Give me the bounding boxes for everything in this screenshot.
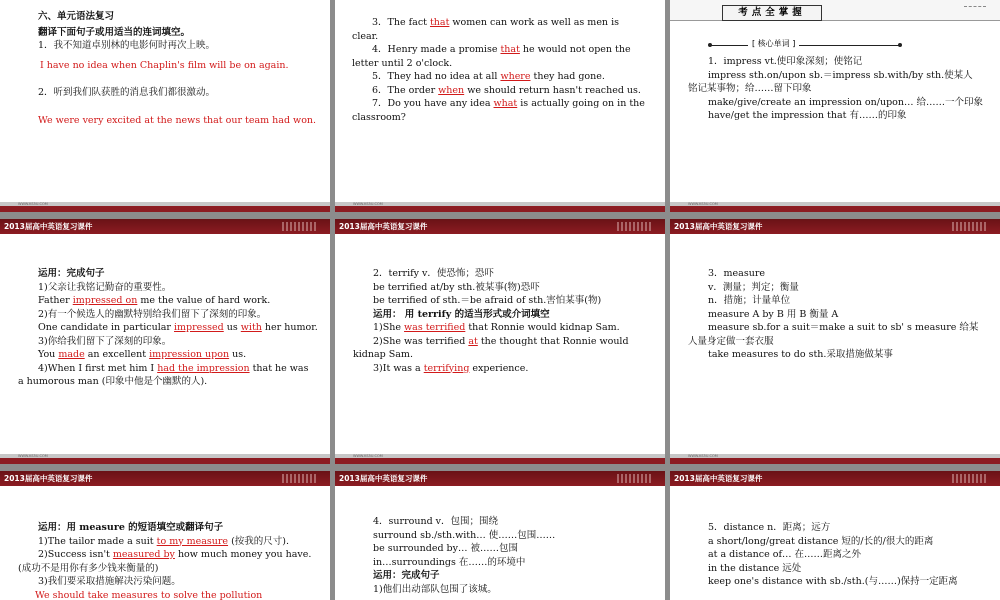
section-heading: 运用：完成句子 xyxy=(373,570,440,581)
entry-line: measure A by B 用 B 衡量 A xyxy=(708,308,839,320)
sentence: 3)我们要采取措施解决污染问题。 xyxy=(38,576,181,587)
slide-footer: WWW.KS5U.COM xyxy=(335,206,665,212)
entry-line: a short/long/great distance 短的/长的/很大的距离 xyxy=(708,535,934,547)
fill-blank: when xyxy=(438,84,465,96)
entry-line: at a distance of… 在……距离之外 xyxy=(708,549,861,560)
item-5: 5．They had no idea at all where they had gone. xyxy=(372,71,605,82)
entry-line: n．措施；计量单位 xyxy=(708,295,791,306)
sentence: 4)When I first met him I had the impression that he was a humorous man (印象中他是个幽默的人). xyxy=(18,362,309,387)
fill-blank: with xyxy=(240,322,262,333)
answer: We should take measures to solve the pollution xyxy=(35,589,263,600)
sentence: 2)Success isn't measured by how much money you have.(成功不是用你有多少钱来衡量的) xyxy=(18,549,312,574)
fill-blank: was terrified xyxy=(404,322,466,333)
entry-line: measure sb.for a suit＝make a suit to sb' s measure 给某人量身定做一套衣服 xyxy=(688,322,979,347)
fill-blank: that xyxy=(429,17,450,28)
fill-blank: what xyxy=(493,98,518,109)
sentence: 3)你给我们留下了深刻的印象。 xyxy=(38,335,172,347)
slide-header: 2013届高中英语复习课件 xyxy=(0,219,330,234)
fill-blank: at xyxy=(468,335,478,347)
section-heading: 六、单元语法复习 xyxy=(38,11,115,22)
slide-header: 2013届高中英语复习课件 xyxy=(670,471,1000,486)
item-6: 6．The order when we should return hasn't reached us. xyxy=(372,84,641,96)
slide-footer: WWW.KS5U.COM xyxy=(670,206,1000,212)
entry-line: be surrounded by… 被……包围 xyxy=(373,543,519,554)
entry-line: take measures to do sth.采取措施做某事 xyxy=(708,349,893,360)
entry-line: keep one's distance with sb./sth.(与……)保持一定距离 xyxy=(708,576,958,587)
slide-3[interactable] xyxy=(670,0,1000,212)
fill-blank: impressed xyxy=(174,322,224,333)
entry-distance: 5．distance n．距离；远方 xyxy=(708,522,831,533)
slide-8[interactable] xyxy=(335,471,665,600)
entry-line: have/get the impression that 有……的印象 xyxy=(708,110,907,121)
item-7: 7．Do you have any idea what is actually going on in the classroom? xyxy=(352,98,645,123)
entry-line: in…surroundings 在……的环境中 xyxy=(373,556,526,568)
entry-surround: 4．surround v．包围；围绕 xyxy=(373,516,499,527)
slide-2[interactable] xyxy=(335,0,665,212)
fill-blank: that xyxy=(500,44,520,55)
sentence: 2)She was terrified at the thought that Ronnie would kidnap Sam. xyxy=(353,335,629,360)
fill-blank: measured by xyxy=(112,549,175,560)
slide-4[interactable] xyxy=(0,219,330,464)
slide-footer: WWW.KS5U.COM xyxy=(335,458,665,464)
slide-9[interactable] xyxy=(670,471,1000,600)
fill-blank: impressed on xyxy=(72,295,138,306)
sentence: One candidate in particular impressed us with her humor. xyxy=(38,322,318,333)
fill-blank: impression upon xyxy=(149,349,230,360)
section-heading: 运用：完成句子 xyxy=(38,268,105,279)
slide-footer: WWW.KS5U.COM xyxy=(670,458,1000,464)
fill-blank: terrifying xyxy=(423,362,470,374)
section-heading: 运用：用 measure 的短语填空或翻译句子 xyxy=(38,522,224,533)
fill-blank: made xyxy=(58,349,85,360)
answer-2: We were very excited at the news that our team had won. xyxy=(38,114,317,126)
slide-header: 2013届高中英语复习课件 xyxy=(335,219,665,234)
answer-1: I have no idea when Chaplin's film will be on again. xyxy=(40,59,289,71)
entry-line: impress sth.on/upon sb.＝impress sb.with/by sth.使某人铭记某事物；给……留下印象 xyxy=(688,69,973,94)
fill-blank: had the impression xyxy=(157,362,250,374)
sentence: 1)She was terrified that Ronnie would kidnap Sam. xyxy=(373,322,620,333)
sentence: You made an excellent impression upon us. xyxy=(38,349,247,360)
sentence: 1)The tailor made a suit to my measure (按我的尺寸). xyxy=(38,535,289,547)
sentence: Father impressed on me the value of hard work. xyxy=(38,295,271,306)
sentence: 1)他们出动部队包围了该城。 xyxy=(373,583,497,595)
title-bar xyxy=(670,0,1000,21)
item-3: 3．The fact that women can work as well as men is clear. xyxy=(352,17,619,42)
fill-blank: to my measure xyxy=(156,535,229,547)
question-2: 2．听到我们队获胜的消息我们都很激动。 xyxy=(38,87,216,98)
entry-line: make/give/create an impression on/upon… 给……一个印象 xyxy=(708,96,984,108)
slide-1[interactable] xyxy=(0,0,330,212)
entry-impress: 1．impress vt.使印象深刻；使铭记 xyxy=(708,56,863,67)
slide-6[interactable] xyxy=(670,219,1000,464)
sentence: 2)有一个候选人的幽默特别给我们留下了深刻的印象。 xyxy=(38,308,267,320)
question-1: 1．我不知道卓别林的电影何时再次上映。 xyxy=(38,40,216,51)
entry-line: surround sb./sth.with… 使……包围…… xyxy=(373,529,556,541)
sentence: 1)父亲让我铭记勤奋的重要性。 xyxy=(38,281,172,293)
fill-blank: where xyxy=(500,71,531,82)
entry-line: in the distance 远处 xyxy=(708,562,802,574)
slide-footer: WWW.KS5U.COM xyxy=(0,206,330,212)
slide-title: 考点全掌握 xyxy=(722,5,822,21)
entry-terrify: 2．terrify v．使恐怖；恐吓 xyxy=(373,268,494,279)
section-heading: 运用： 用 terrify 的适当形式或介词填空 xyxy=(373,308,550,320)
entry-line: be terrified at/by sth.被某事(物)恐吓 xyxy=(373,281,540,293)
slide-header: 2013届高中英语复习课件 xyxy=(0,471,330,486)
slide-7[interactable] xyxy=(0,471,330,600)
instruction: 翻译下面句子或用适当的连词填空。 xyxy=(38,26,191,38)
item-4: 4．Henry made a promise that he would not open the letter until 2 o'clock. xyxy=(352,44,631,69)
entry-line: be terrified of sth.＝be afraid of sth.害怕某事(物) xyxy=(373,295,602,306)
slide-header: 2013届高中英语复习课件 xyxy=(670,219,1000,234)
sentence: 3)It was a terrifying experience. xyxy=(373,362,529,374)
entry-line: v．测量；判定；衡量 xyxy=(708,281,799,293)
slide-footer: WWW.KS5U.COM xyxy=(0,458,330,464)
entry-measure: 3．measure xyxy=(708,268,765,279)
slide-5[interactable] xyxy=(335,219,665,464)
core-words-banner: [ 核心单词 ] xyxy=(710,40,900,48)
slide-header: 2013届高中英语复习课件 xyxy=(335,471,665,486)
